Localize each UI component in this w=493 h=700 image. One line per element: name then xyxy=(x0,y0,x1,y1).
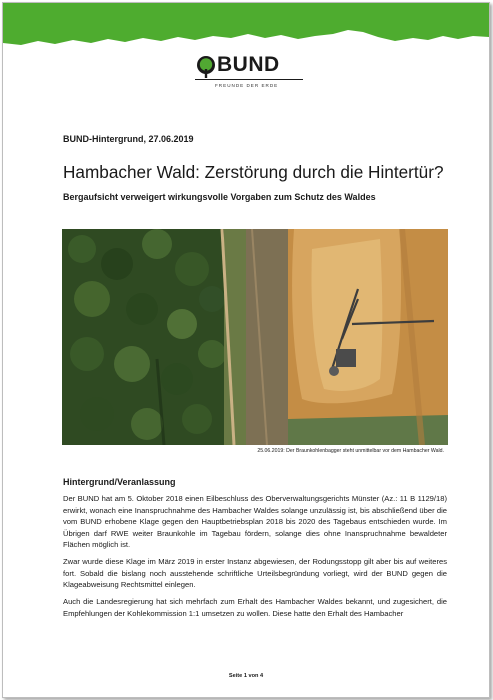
paragraph: Der BUND hat am 5. Oktober 2018 einen Eilbeschluss des Oberverwaltungsgerichts Münster (Az.: 11 B 1129/18) erwirkt, wonach eine Inanspruchnahme des Hambacher Waldes solange unzulässig ist, bis abschließend über die vom BUND erhobene Klage gegen den Hauptbetriebsplan 2018 bis 2020 des Tagebaus entschieden wurde. Im Übrigen darf RWE weiter Braunkohle im Tagebau fördern, solange dies ohne Inanspruchnahme bewaldeter Flächen möglich ist. xyxy=(63,494,447,550)
logo-underline xyxy=(195,79,303,80)
green-banner xyxy=(3,3,489,51)
logo-wordmark: BUND xyxy=(217,53,280,76)
paragraph: Zwar wurde diese Klage im März 2019 in erster Instanz abgewiesen, der Rodungsstopp gilt aber bis auf weiteres fort. Sobald die bislang noch ausstehende schriftliche Urteilsbegründung vorliegt, wird der BUND gegen die Klageabweisung Rechtsmittel einlegen. xyxy=(63,557,447,590)
document-title: Hambacher Wald: Zerstörung durch die Hintertür? xyxy=(63,162,444,182)
page-number: Seite 1 von 4 xyxy=(228,673,264,679)
section-heading: Hintergrund/Veranlassung xyxy=(63,477,176,487)
document-subtitle: Bergaufsicht verweigert wirkungsvolle Vorgaben zum Schutz des Waldes xyxy=(63,192,376,202)
logo-tree-icon xyxy=(195,55,217,79)
document-meta: BUND-Hintergrund, 27.06.2019 xyxy=(63,134,194,144)
aerial-photo xyxy=(62,229,448,445)
paragraph: Auch die Landesregierung hat sich mehrfach zum Erhalt des Hambacher Waldes bekannt, und zugesichert, die Empfehlungen der Kohlekommission 1:1 umsetzen zu wollen. Diese hatte den Erhalt des Hambacher xyxy=(63,597,447,618)
document-page xyxy=(2,2,490,698)
bund-logo xyxy=(195,55,305,95)
logo-tagline: FREUNDE DER ERDE xyxy=(215,83,279,88)
photo-caption: 25.06.2019: Der Braunkohlenbagger steht unmittelbar vor dem Hambacher Wald. xyxy=(257,448,444,454)
